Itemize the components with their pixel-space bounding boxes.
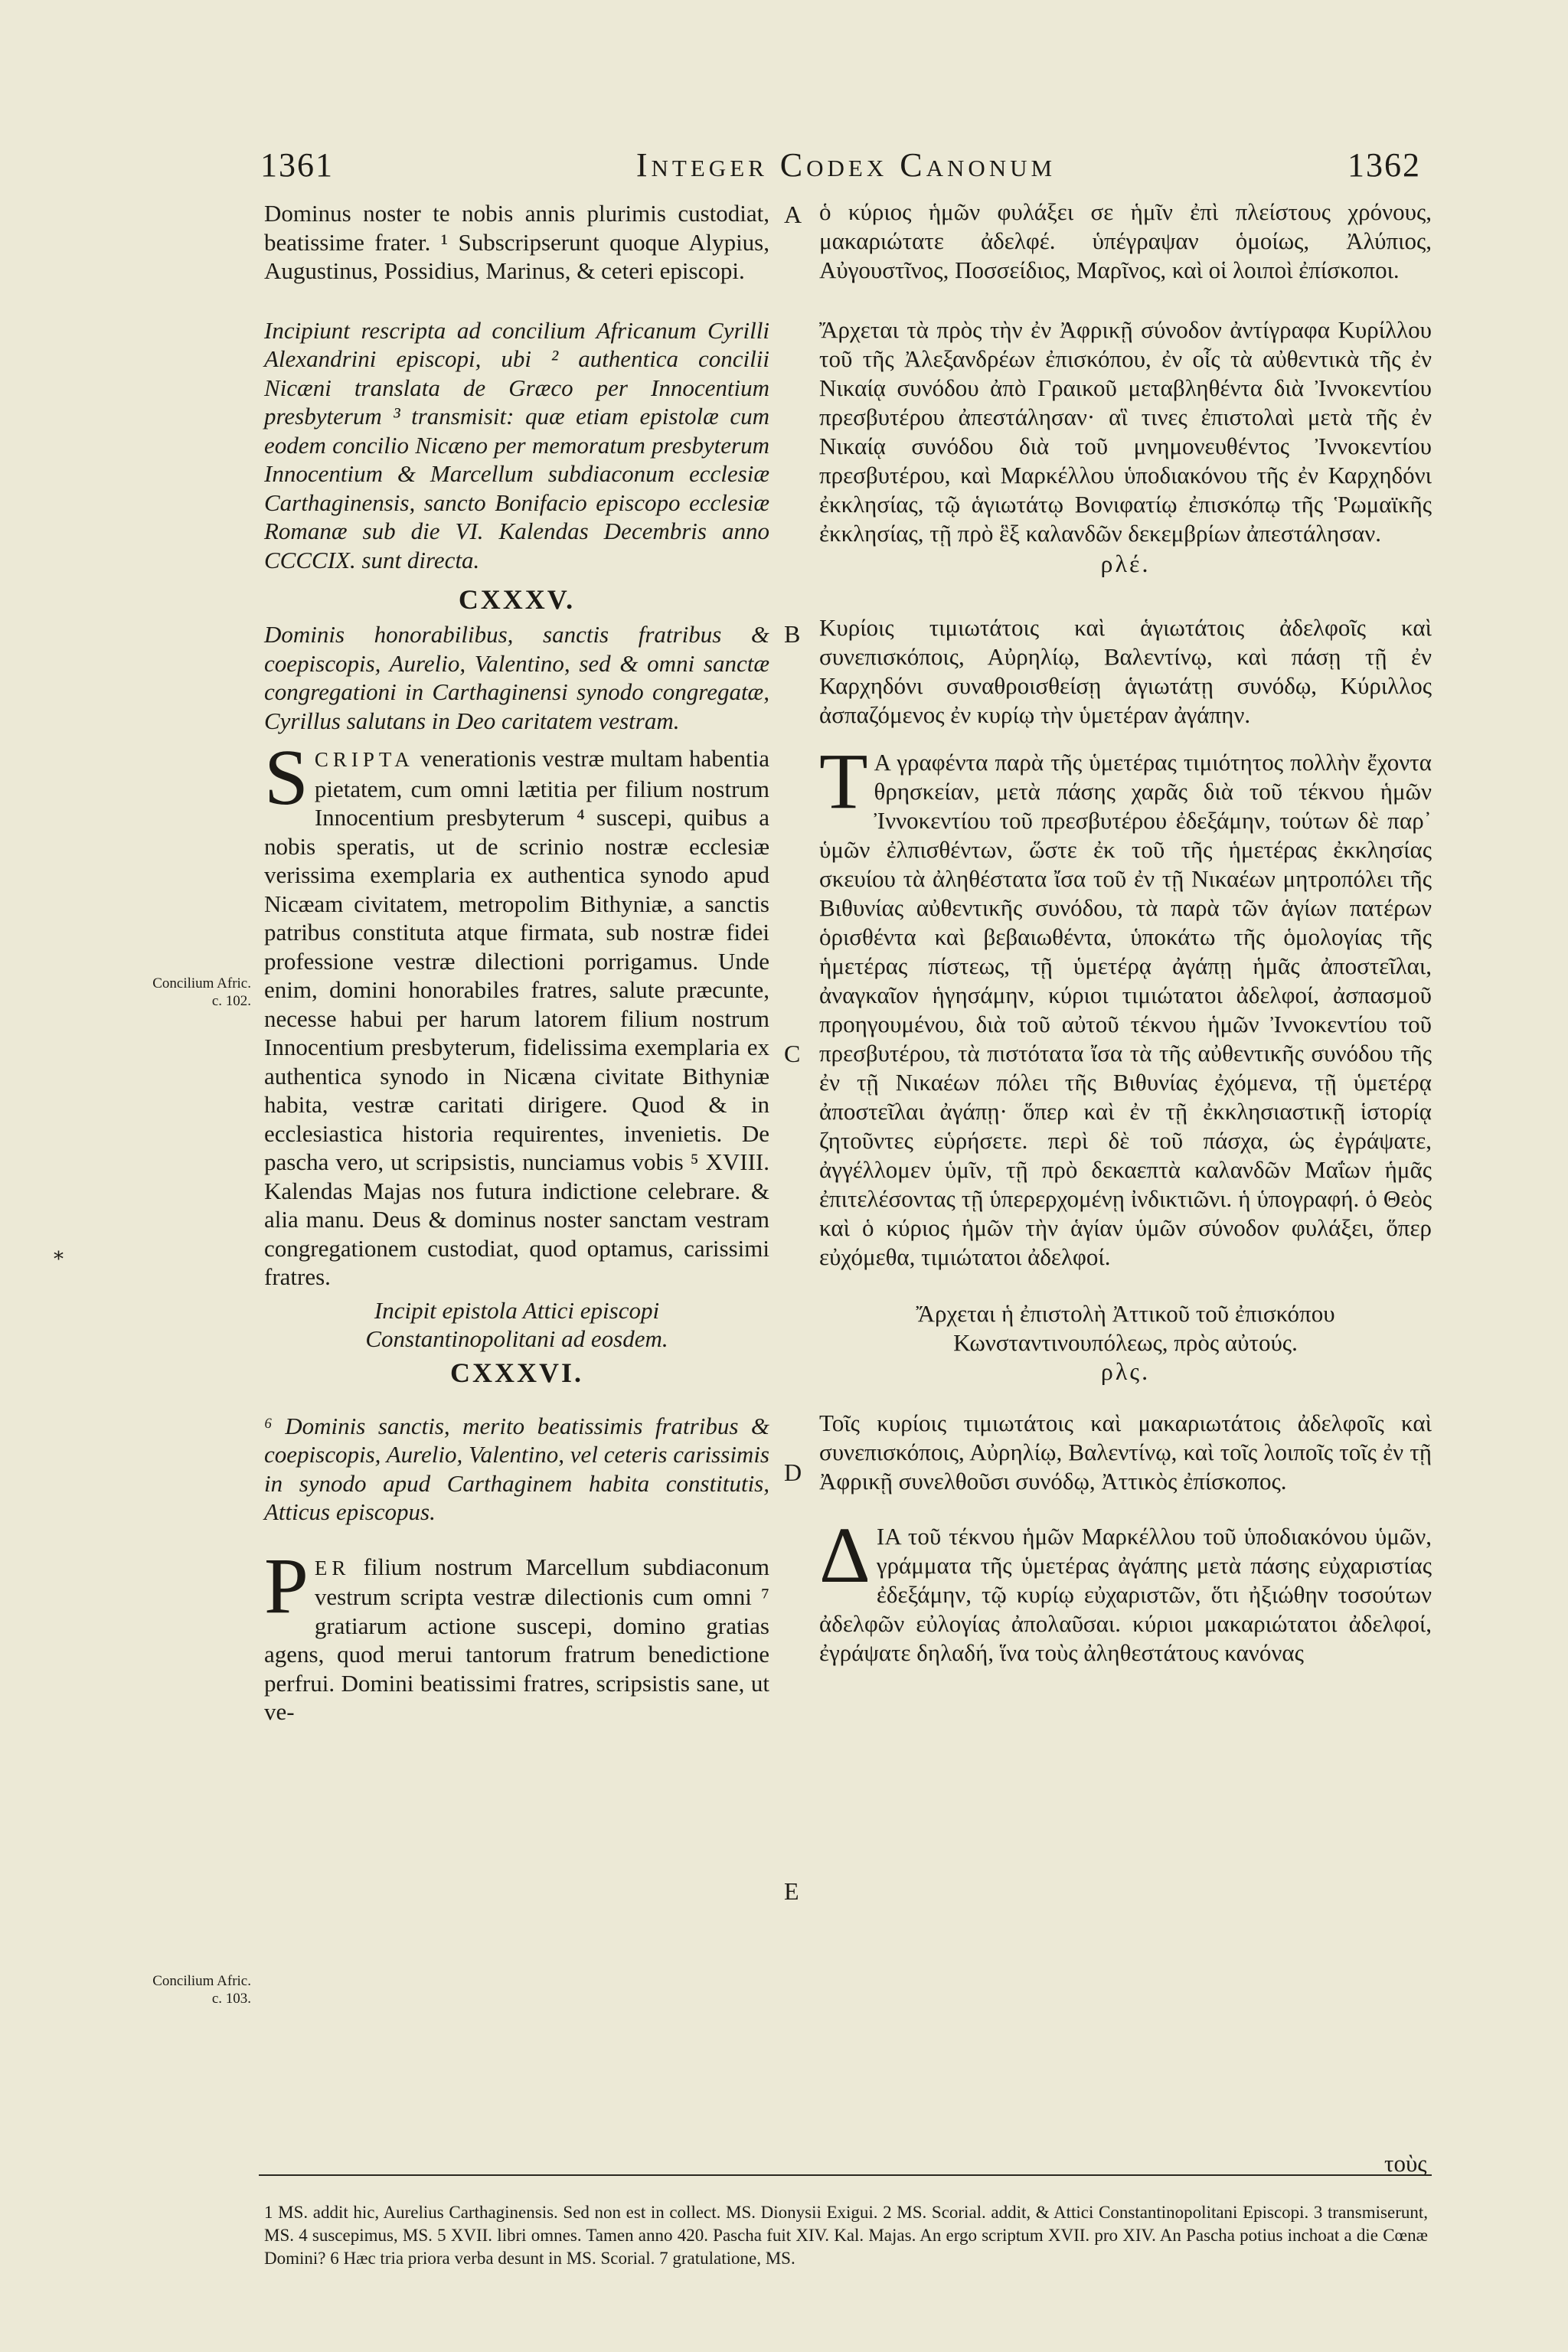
latin-letter-cyril: [264, 733, 770, 1292]
margin-note-c103: Concilium Afric. c. 103.: [152, 1973, 251, 2007]
drop-cap-tau: Τ: [819, 737, 868, 825]
greek-canon-number-136: ρλς.: [1100, 1357, 1151, 1385]
drop-cap-delta: Δ: [819, 1511, 871, 1599]
latin-canon-number-135: CXXXV.: [458, 584, 576, 615]
latin-letter-cyril-body: venerationis vestræ multam habentia pietatem, cum omni lætitia per filium nostrum Innocentium presbyterum ⁴ suscepi, quibus a nobis speratis, ut de scrinio nostræ ecclesiæ verissima exemplaria ex authentica synodo apud Nicæam civitatem, metropolim Bithyniæ, a sanctis patribus constituta atque firmata, sub nostræ fidei professione vestræ dilectioni porrigamus. Unde enim, domini honorabiles fratres, salute præcunte, necesse habui per harum latorem filium nostrum Innocentium presbyterum, fidelissima exemplaria ex authentica synodo in Nicæna civitate Bithyniæ habita, vestræ caritati dirigere. Quod & in ecclesiastica historia requirentes, invenietis. De pascha vero, ut scripsistis, nunciamus vobis ⁵ XVIII. Kalendas Majas nos futura indictione celebrare. & alia manu. Deus & dominus noster sanctam vestram congregationem custodiat, quod optamus, carissimi fratres.: [264, 745, 770, 1290]
greek-rubric-atticus: Ἄρχεται ἡ ἐπιστολὴ Ἀττικοῦ τοῦ ἐπισκόπου Κωνσταντινουπόλεως, πρὸς αὐτούς.: [916, 1300, 1335, 1356]
greek-column: [819, 198, 1432, 1668]
latin-salutation-cyril: Dominis honorabilibus, sanctis fratribus & coepiscopis, Aurelio, Valentino, sed & omni sanctæ congregationi in Carthaginensi synodo congregatæ, Cyrillus salutans in Deo caritatem vestram.: [264, 621, 769, 734]
first-word-scripta: CRIPTA: [314, 748, 414, 771]
greek-closing-paragraph: ὁ κύριος ἡμῶν φυλάξει σε ἡμῖν ἐπὶ πλείστους χρόνους, μακαριώτατε ἀδελφέ. ὑπέγραψαν ὁμοίως, Ἀλύπιος, Αὐγουστῖνος, Ποσσείδιος, Μαρῖνος, καὶ οἱ λοιποὶ ἐπίσκοποι.: [819, 198, 1432, 283]
section-letter-a: A: [784, 201, 802, 228]
greek-letter-atticus: [819, 1511, 1432, 1668]
greek-letter-cyril: [819, 737, 1432, 1272]
section-letter-d: D: [784, 1459, 802, 1486]
greek-letter-cyril-body: Α γραφέντα παρὰ τῆς ὑμετέρας τιμιότητος πολλὴν ἔχοντα θρησκείαν, μετὰ πάσης χαρᾶς διὰ τοῦ τέκνου ἡμῶν Ἰννοκεντίου τοῦ πρεσβυτέρου ἐδεξάμην, τούτων δὲ παρ᾽ ὑμῶν ἐλπισθέντων, ὥστε ἐκ τοῦ τῆς ἡμετέρας ἐκκλησίας σκευίου τὰ ἀληθέστατα ἴσα τοῦ ἐν τῇ Νικαέων μητροπόλει τῆς Βιθυνίας αὐθεντικῆς συνόδου, τὰ παρὰ τῶν ἁγίων πατέρων ὁρισθέντα καὶ βεβαιωθέντα, ὑποκάτω τῆς ὁμολογίας τῆς ἡμετέρας πίστεως, τῇ ὑμετέρᾳ ἀγάπῃ ἡμᾶς ἀποστεῖλαι, ἀναγκαῖον ἡγησάμην, κύριοι τιμιώτατοι ἀδελφοί, ἀσπασμοῦ προηγουμένου, διὰ τοῦ αὐτοῦ τέκνου ἡμῶν Ἰννοκεντίου τοῦ πρεσβυτέρου, τὰ πιστότατα ἴσα τὰ τῆς αὐθεντικῆς συνόδου τῆς ἐν τῇ Νικαέων πόλει τῆς Βιθυνίας ἐχόμενα, τῇ ὑμετέρᾳ ἀποστεῖλαι ἀγάπῃ· ὅπερ καὶ ἐν τῇ ἐκκλησιαστικῇ ἱστορίᾳ ζητοῦντες εὑρήσετε. περὶ δὲ τοῦ πάσχα, ὡς ἐγράψατε, ἀγγέλλομεν ὑμῖν, τῇ πρὸ δεκαεπτὰ καλανδῶν Μαΐων ἡμᾶς ἐπιτελέσοντας τῇ ὑπερερχομένῃ ἰνδικτιῶνι. ἡ ὑπογραφή. ὁ Θεὸς καὶ ὁ κύριος ἡμῶν τὴν ἁγίαν ὑμῶν σύνοδον φυλάξει, ὅπερ εὐχόμεθα, τιμιώτατοι ἀδελφοί.: [819, 749, 1432, 1270]
latin-letter-atticus: [264, 1541, 769, 1726]
greek-rubric-cyril: Ἄρχεται τὰ πρὸς τὴν ἐν Ἀφρικῇ σύνοδον ἀντίγραφα Κυρίλλου τοῦ τῆς Ἀλεξανδρέων ἐπισκόπου, ἐν οἷς τὰ αὐθεντικὰ τῆς ἐν Νικαίᾳ συνόδου ἀπὸ Γραικοῦ μεταβληθέντα διὰ Ἰννοκεντίου πρεσβυτέρου ἀπεστάλησαν· αἳ τινες ἐπιστολαὶ μετὰ τῆς ἐν Νικαίᾳ συνόδου διὰ τοῦ μνημονευθέντος Ἰννοκεντίου πρεσβυτέρου, καὶ Μαρκέλλου ὑποδιακόνου τῆς ἐν Καρχηδόνι ἐκκλησίας, τῷ ἁγιωτάτῳ Βονιφατίῳ ἐπισκόπῳ τῆς Ῥωμαϊκῆς ἐκκλησίας, τῇ πρὸ ἓξ καλανδῶν δεκεμβρίων ἀπεστάλησαν.: [819, 316, 1432, 547]
left-page-number: 1361: [260, 146, 334, 184]
latin-letter-atticus-body: filium nostrum Marcellum subdiaconum vestrum scripta vestræ dilectionis cum omni ⁷ gratiarum actione suscepi, domino gratias agens, quod merui tantorum fratrum benedictione perfrui. Domini beatissimi fratres, scripsistis sane, ut ve-: [264, 1553, 769, 1725]
latin-salutation-atticus: ⁶ Dominis sanctis, merito beatissimis fratribus & coepiscopis, Aurelio, Valentino, vel ceteris carissimis in synodo apud Carthaginem habita constitutis, Atticus episcopus.: [264, 1412, 769, 1525]
drop-cap-s: S: [264, 733, 309, 822]
greek-canon-number-135: ρλέ.: [1100, 550, 1151, 577]
latin-column: [264, 199, 769, 1726]
footnote-rule: [259, 2174, 1432, 2176]
section-letter-e: E: [784, 1877, 799, 1905]
first-word-per: ER: [314, 1556, 351, 1579]
margin-asterisk: *: [54, 1248, 64, 1271]
greek-letter-atticus-body: ΙΑ τοῦ τέκνου ἡμῶν Μαρκέλλου τοῦ ὑποδιακόνου ὑμῶν, γράμματα τῆς ὑμετέρας ἀγάπης μετὰ πάσης εὐχαριστίας ἐδεξάμην, τῷ κυρίῳ εὐχαριστῶν, ὅτι ἠξιώθην τοσούτων ἀδελφῶν εὐλογίας ἀπολαῦσαι. κύριοι μακαριώτατοι ἀδελφοί, ἐγράψατε δηλαδή, ἵνα τοὺς ἀληθεστάτους κανόνας: [819, 1523, 1432, 1666]
margin-note-c102: Concilium Afric. c. 102.: [152, 975, 251, 1009]
latin-closing-paragraph: Dominus noster te nobis annis plurimis custodiat, beatissime frater. ¹ Subscripserunt quoque Alypius, Augustinus, Possidius, Marinus, & ceteri episcopi.: [264, 200, 769, 284]
greek-salutation-atticus: Τοῖς κυρίοις τιμιωτάτοις καὶ μακαριωτάτοις ἀδελφοῖς καὶ συνεπισκόποις, Αὐρηλίῳ, Βαλεντίνῳ, καὶ τοῖς λοιποῖς τοῖς ἐν τῇ Ἀφρικῇ συνελθοῦσι συνόδῳ, Ἀττικὸς ἐπίσκοπος.: [819, 1410, 1432, 1494]
latin-rubric-cyril: Incipiunt rescripta ad concilium Africanum Cyrilli Alexandrini episcopi, ubi ² authentica concilii Nicæni translata de Græco per Innocentium presbyterum ³ transmisit: quæ etiam epistolæ cum eodem concilio Nicæno per memoratum presbyterum Innocentium & Marcellum subdiaconum ecclesiæ Carthaginensis, sancto Bonifacio episcopo ecclesiæ Romanæ sub die VI. Kalendas Decembris anno CCCCIX. sunt directa.: [264, 316, 769, 573]
running-title: Integer Codex Canonum: [635, 146, 1057, 184]
section-letter-b: B: [784, 620, 801, 648]
section-letter-c: C: [784, 1040, 801, 1067]
drop-cap-p: P: [264, 1541, 309, 1630]
footnotes: 1 MS. addit hic, Aurelius Carthaginensis. Sed non est in collect. MS. Dionysii Exigui. 2 MS. Scorial. addit, & Attici Constantinopolitani Episcopi. 3 transmiserunt, MS. 4 suscepimus, MS. 5 XVII. libri omnes. Tamen anno 420. Pascha fuit XIV. Kal. Majas. An ergo scriptum XVII. pro XIV. An Pascha potius inchoat a die Cœnæ Domini? 6 Hæc tria priora verba desunt in MS. Scorial. 7 gratulatione, MS.: [264, 2203, 1428, 2268]
latin-canon-number-136: CXXXVI.: [450, 1357, 583, 1388]
catchword: τοὺς: [1384, 2150, 1427, 2177]
latin-rubric-atticus: Incipit epistola Attici episcopi Constantinopolitani ad eosdem.: [365, 1296, 668, 1352]
greek-salutation-cyril: Κυρίοις τιμιωτάτοις καὶ ἁγιωτάτοις ἀδελφοῖς καὶ συνεπισκόποις, Αὐρηλίῳ, Βαλεντίνῳ, καὶ πάσῃ τῇ ἐν Καρχηδόνι συναθροισθείσῃ ἁγιωτάτῃ συνόδῳ, Κύριλλος ἀσπαζόμενος ἐν κυρίῳ τὴν ὑμετέραν ἀγάπην.: [819, 614, 1432, 728]
right-page-number: 1362: [1348, 146, 1421, 184]
